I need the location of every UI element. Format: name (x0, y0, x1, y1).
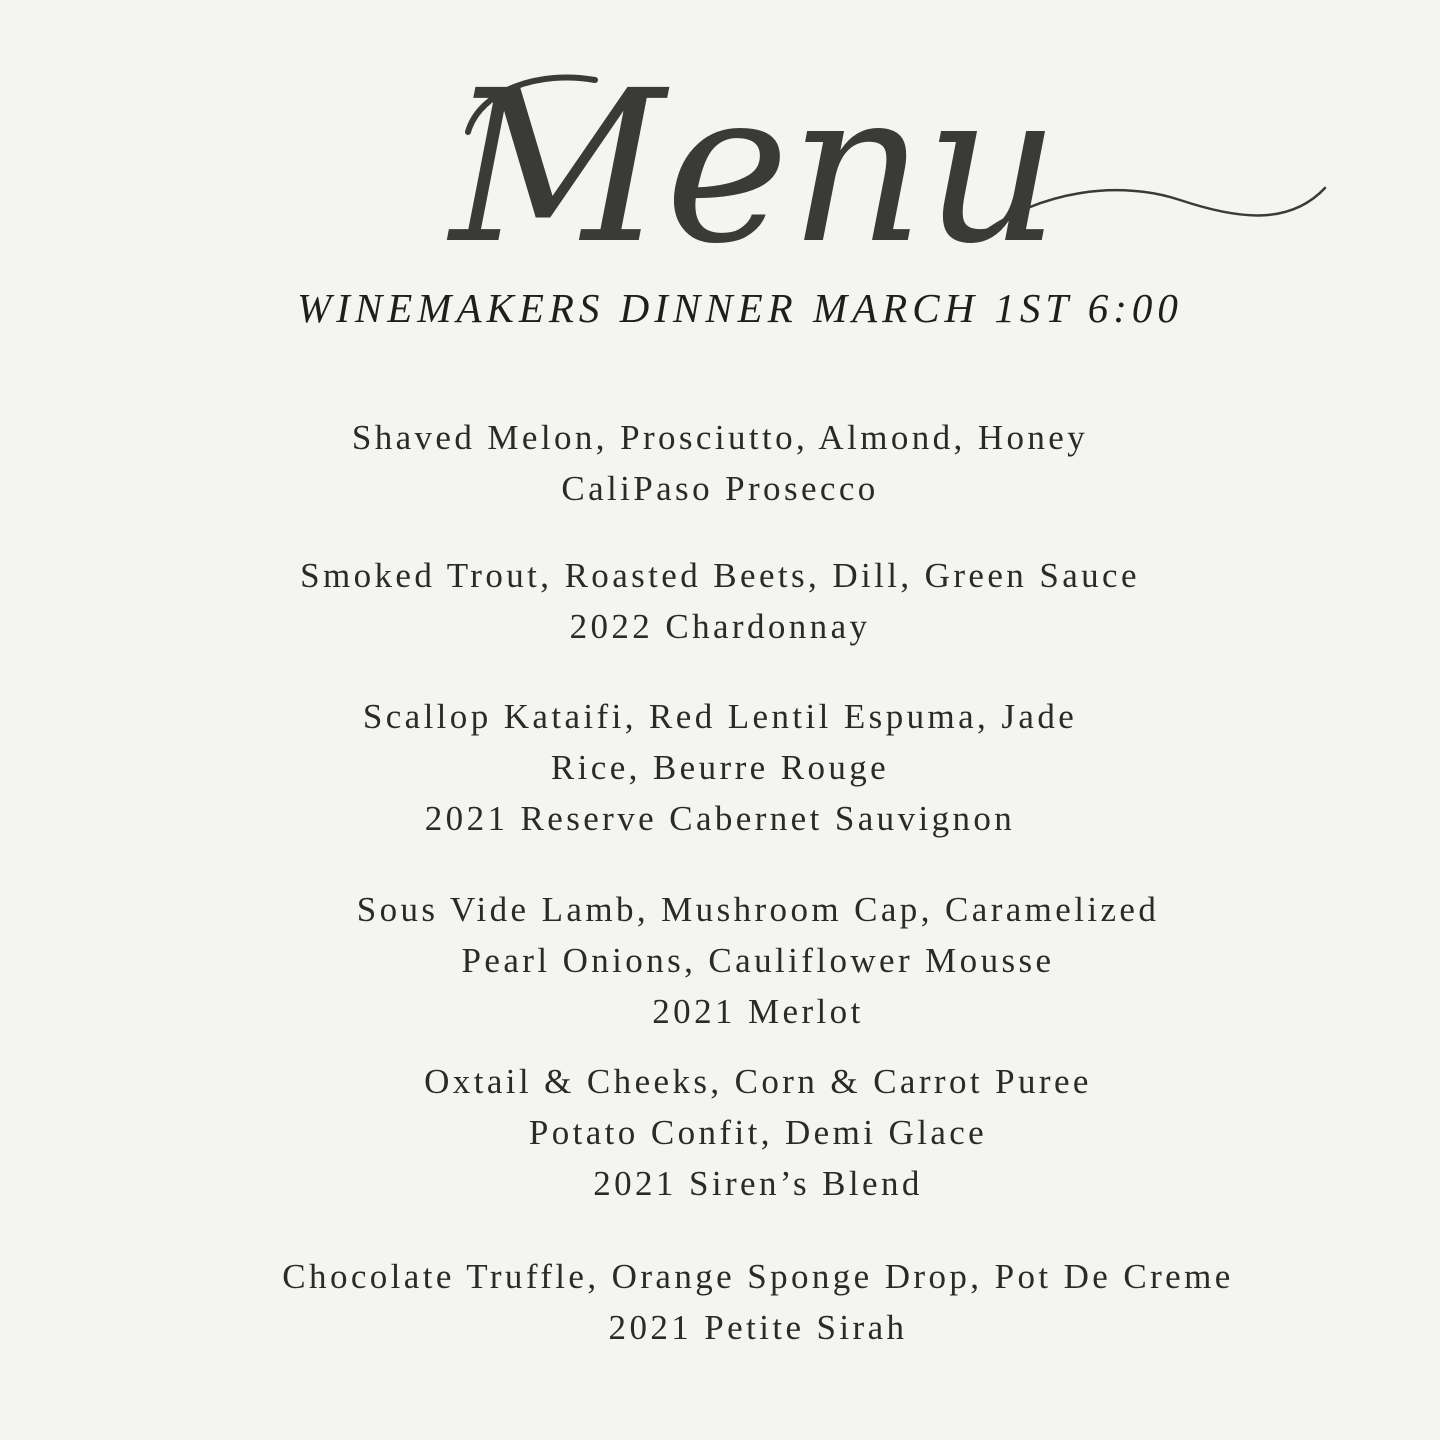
course-4-dish-line-1: Sous Vide Lamb, Mushroom Cap, Caramelized (356, 890, 1160, 929)
course-1-dish-line-1: Shaved Melon, Prosciutto, Almond, Honey (351, 418, 1089, 457)
course-4-dish-line-2: Pearl Onions, Cauliflower Mousse (461, 941, 1055, 980)
course-3-dish-line-1: Scallop Kataifi, Red Lentil Espuma, Jade (362, 697, 1078, 736)
course-4-wine: 2021 Merlot (652, 992, 864, 1031)
course-6-dish-line-1: Chocolate Truffle, Orange Sponge Drop, Pot De Creme (282, 1257, 1234, 1296)
course-6-wine: 2021 Petite Sirah (608, 1308, 908, 1347)
course-5-dish-line-1: Oxtail & Cheeks, Corn & Carrot Puree (424, 1062, 1092, 1101)
menu-title-text: Menu (450, 45, 1060, 270)
course-5-wine: 2021 Siren’s Blend (593, 1164, 923, 1203)
course-1-wine: CaliPaso Prosecco (561, 469, 879, 508)
course-2-dish-line-1: Smoked Trout, Roasted Beets, Dill, Green Sauce (300, 556, 1140, 595)
event-subtitle: WINEMAKERS DINNER MARCH 1ST 6:00 (297, 285, 1183, 331)
course-3-wine: 2021 Reserve Cabernet Sauvignon (424, 799, 1016, 838)
menu-title (420, 40, 1360, 270)
course-3-dish-line-2: Rice, Beurre Rouge (550, 748, 890, 787)
course-2-wine: 2022 Chardonnay (569, 607, 871, 646)
course-5-dish-line-2: Potato Confit, Demi Glace (528, 1113, 988, 1152)
menu-title-script (420, 40, 1360, 270)
